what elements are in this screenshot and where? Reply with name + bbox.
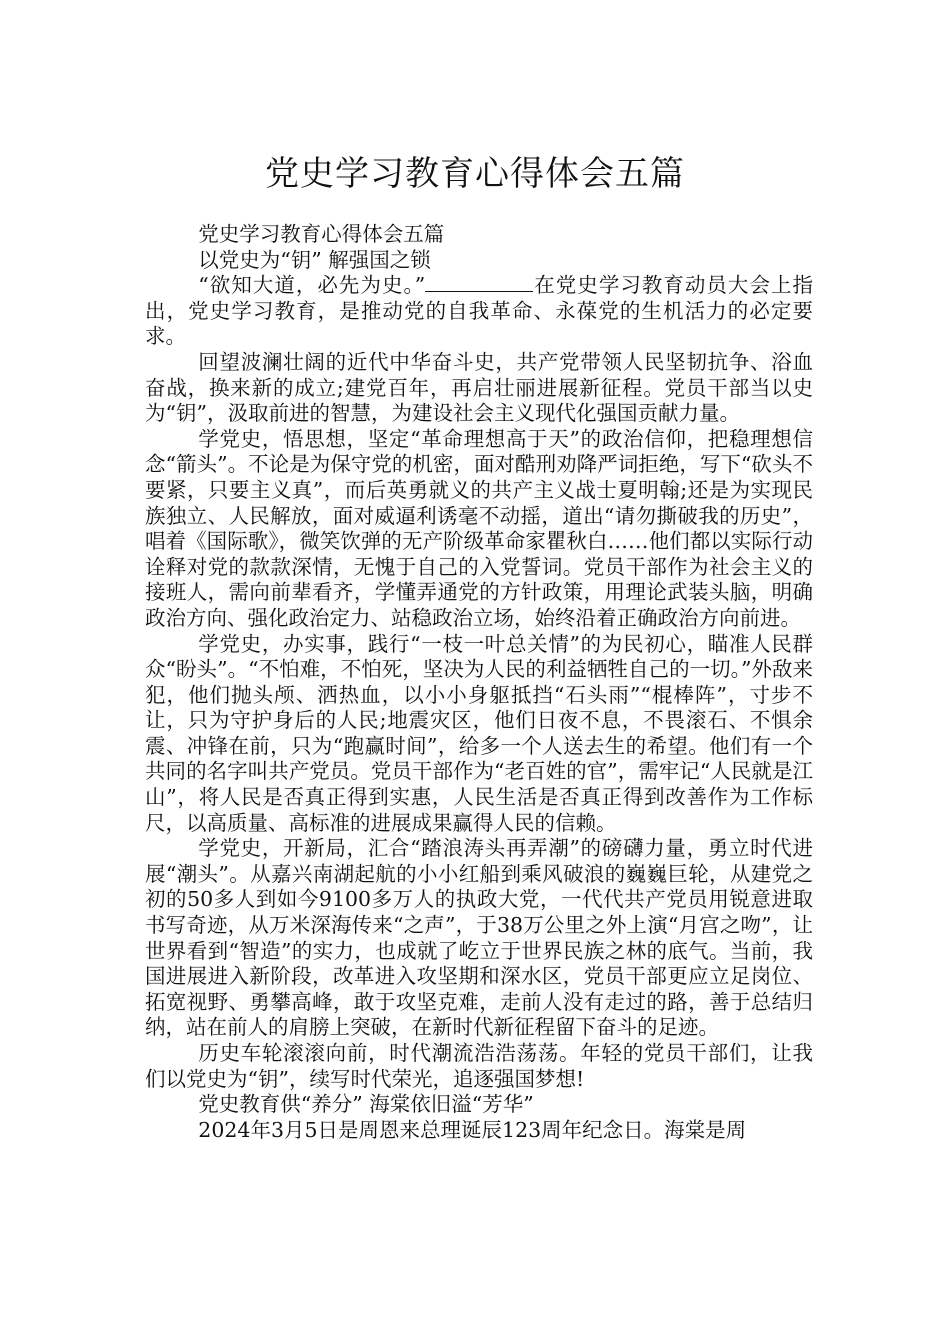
paragraph: 学党史，悟思想，坚定“革命理想高于天”的政治信仰，把稳理想信念“箭头”。不论是为保守党的机密，面对酷刑劝降严词拒绝，写下“砍头不要紧，只要主义真”，而后英勇就义的共产主义战士夏明翰;还是为实现民族独立、人民解放，面对威逼利诱毫不动摇，道出“请勿撕破我的历史”，唱着《国际歌》，微笑饮弹的无产阶级革命家瞿秋白……他们都以实际行动诠释对党的款款深情，无愧于自己的入党誓词。党员干部作为社会主义的接班人，需向前辈看齐，学懂弄通党的方针政策，用理论武装头脑，明确政治方向、强化政治定力、站稳政治立场，始终沿着正确政治方向前进。 [145,426,813,630]
paragraph-heading: 以党史为“钥” 解强国之锁 [198,247,431,272]
paragraph: 历史车轮滚滚向前，时代潮流浩浩荡荡。年轻的党员干部们，让我们以党史为“钥”，续写时代荣光，追逐强国梦想! [145,1041,813,1091]
blank-underline [425,273,533,292]
paragraph: 2024年3月5日是周恩来总理诞辰123周年纪念日。海棠是周 [198,1117,747,1142]
paragraph-subtitle: 党史学习教育心得体会五篇 [198,222,445,246]
paragraph-quote [145,273,813,350]
document-body [145,222,813,1143]
paragraph: 回望波澜壮阔的近代中华奋斗史，共产党带领人民坚韧抗争、浴血奋战，换来新的成立;建党百年，再启壮丽进展新征程。党员干部当以史为“钥”，汲取前进的智慧，为建设社会主义现代化强国贡献力量。 [145,349,813,426]
quote-text: “欲知大道，必先为史。” [198,273,426,298]
paragraph: 学党史，办实事，践行“一枝一叶总关情”的为民初心，瞄准人民群众“盼头”。“不怕难，不怕死，坚决为人民的利益牺牲自己的一切。”外敌来犯，他们抛头颅、洒热血，以小小身躯抵挡“石头雨”“棍棒阵”，寸步不让，只为守护身后的人民;地震灾区，他们日夜不息，不畏滚石、不惧余震、冲锋在前，只为“跑赢时间”，给多一个人送去生的希望。他们有一个共同的名字叫共产党员。党员干部作为“老百姓的官”，需牢记“人民就是江山”，将人民是否真正得到实惠，人民生活是否真正得到改善作为工作标尺，以高质量、高标准的进展成果赢得人民的信赖。 [145,631,813,835]
paragraph: 学党史，开新局，汇合“踏浪涛头再弄潮”的磅礴力量，勇立时代进展“潮头”。从嘉兴南湖起航的小小红船到乘风破浪的巍巍巨轮，从建党之初的50多人到如今9100多万人的执政大党，一代代共产党员用锐意进取书写奇迹，从万米深海传来“之声”，于38万公里之外上演“月宫之吻”，让世界看到“智造”的实力，也成就了屹立于世界民族之林的底气。当前，我国进展进入新阶段，改革进入攻坚期和深水区，党员干部更应立足岗位、拓宽视野、勇攀高峰，敢于攻坚克难，走前人没有走过的路，善于总结归纳，站在前人的肩膀上突破，在新时代新征程留下奋斗的足迹。 [145,836,813,1040]
document-title: 党史学习教育心得体会五篇 [265,153,685,194]
paragraph-heading: 党史教育供“养分” 海棠依旧溢“芳华” [198,1092,534,1117]
quote-continuation: 在党史学习教育动员大会上指出，党史学习教育，是推动党的自我革命、永葆党的生机活力的必定要求。 [145,273,813,349]
